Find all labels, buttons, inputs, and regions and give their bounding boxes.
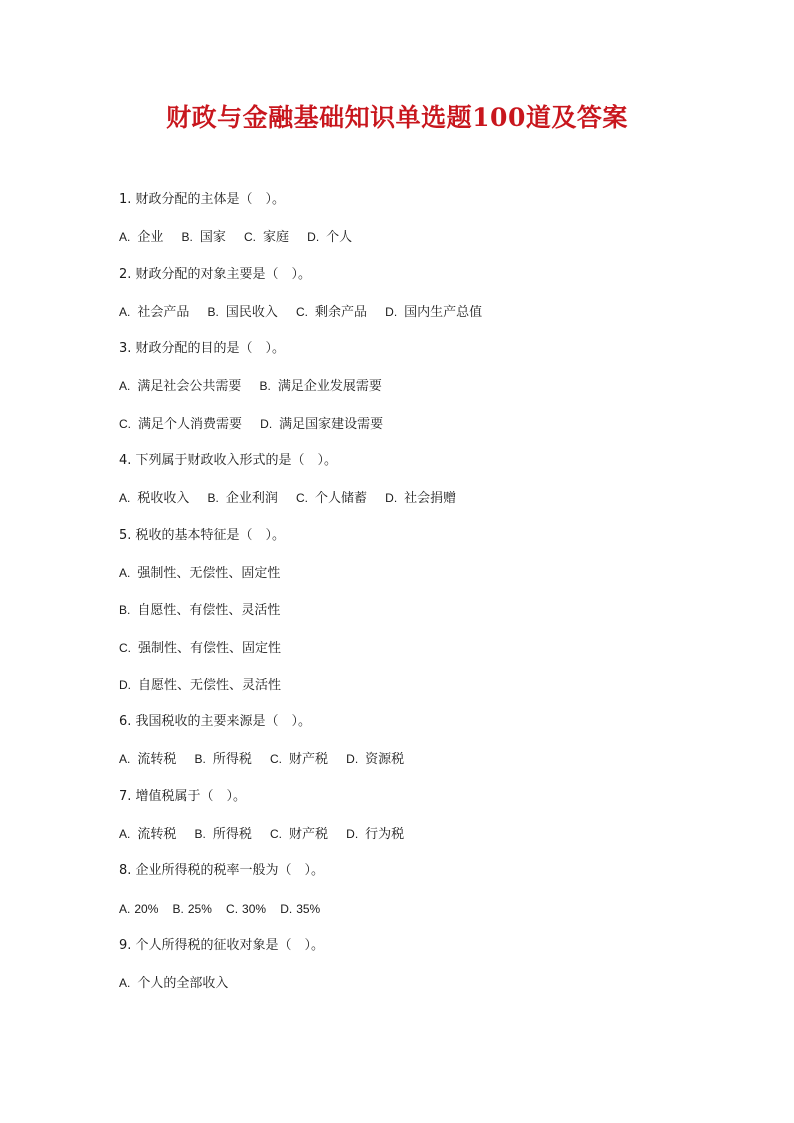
options-q7 bbox=[119, 824, 719, 861]
question-6: 6. 我国税收的主要来源是（ ）。 bbox=[119, 714, 312, 730]
option-d: D. 行为税 bbox=[346, 827, 405, 843]
question-8: 8. 企业所得税的税率一般为（ ）。 bbox=[119, 863, 325, 879]
question-4: 4. 下列属于财政收入形式的是（ ）。 bbox=[119, 453, 338, 469]
question-5: 5. 税收的基本特征是（ ）。 bbox=[119, 527, 286, 543]
options-q8 bbox=[119, 899, 719, 936]
options-q3-cd bbox=[119, 414, 719, 451]
option-b: B. 满足企业发展需要 bbox=[259, 379, 382, 395]
option-c: C. 财产税 bbox=[270, 752, 329, 768]
question-2: 2. 财政分配的对象主要是（ ）。 bbox=[119, 266, 312, 282]
option-d: D. 满足国家建设需要 bbox=[260, 416, 384, 432]
option-b: B. 所得税 bbox=[194, 752, 252, 768]
option-a: A. 流转税 bbox=[119, 752, 177, 768]
option-d: D. 国内生产总值 bbox=[385, 304, 483, 320]
options-q4 bbox=[119, 488, 719, 525]
option-c: C. 强制性、有偿性、固定性 bbox=[119, 640, 282, 656]
option-b: B. 企业利润 bbox=[207, 491, 278, 507]
question-9: 9. 个人所得税的征收对象是（ ）。 bbox=[119, 937, 325, 953]
question-7: 7. 增值税属于（ ）。 bbox=[119, 788, 247, 804]
options-q3-ab bbox=[119, 376, 719, 413]
option-b: B. 所得税 bbox=[194, 827, 252, 843]
option-a: A. 满足社会公共需要 bbox=[119, 379, 242, 395]
option-b: B. 25% bbox=[172, 901, 212, 916]
option-b: B. 自愿性、有偿性、灵活性 bbox=[119, 603, 281, 619]
option-b: B. 国民收入 bbox=[207, 304, 278, 320]
option-d: D. 资源税 bbox=[346, 752, 405, 768]
option-a: A. 社会产品 bbox=[119, 304, 190, 320]
option-c: C. 财产税 bbox=[270, 827, 329, 843]
question-1: 1. 财政分配的主体是（ ）。 bbox=[119, 192, 286, 207]
options-q2 bbox=[119, 302, 719, 339]
option-c: C. 家庭 bbox=[244, 230, 290, 246]
question-list bbox=[119, 190, 719, 1011]
option-c: C. 剩余产品 bbox=[296, 304, 368, 320]
document-title: 财政与金融基础知识单选题100道及答案 bbox=[166, 103, 628, 132]
option-d: D. 35% bbox=[280, 901, 321, 916]
option-a: A. 流转税 bbox=[119, 827, 177, 843]
question-3: 3. 财政分配的目的是（ ）。 bbox=[119, 341, 286, 357]
option-d: D. 个人 bbox=[307, 230, 353, 246]
option-d: D. 自愿性、无偿性、灵活性 bbox=[119, 677, 282, 693]
option-a: A. 强制性、无偿性、固定性 bbox=[119, 565, 281, 581]
option-a: A. 税收收入 bbox=[119, 491, 190, 507]
option-d: D. 社会捐赠 bbox=[385, 491, 457, 507]
options-q1 bbox=[119, 227, 719, 264]
option-c: C. 满足个人消费需要 bbox=[119, 416, 243, 432]
option-c: C. 个人储蓄 bbox=[296, 491, 368, 507]
options-q6 bbox=[119, 749, 719, 786]
option-a: A. 个人的全部收入 bbox=[119, 976, 229, 992]
option-a: A. 20% bbox=[119, 901, 159, 916]
option-b: B. 国家 bbox=[181, 230, 226, 246]
option-a: A. 企业 bbox=[119, 230, 164, 246]
option-c: C. 30% bbox=[226, 901, 267, 916]
